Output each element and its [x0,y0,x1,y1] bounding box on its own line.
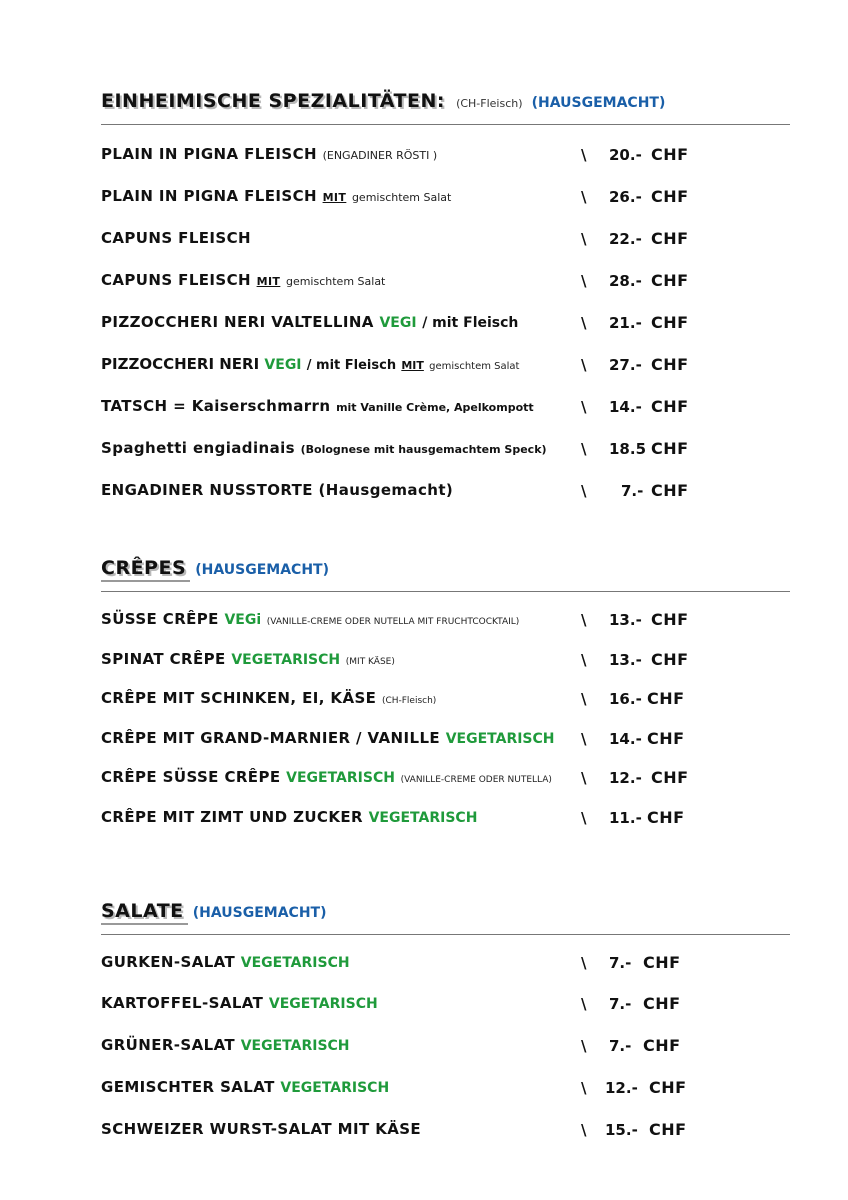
price-amount: 22.- [609,230,642,248]
currency: CHF [651,229,689,248]
item-price [581,1120,687,1139]
item-price [581,355,689,374]
item-name: PLAIN IN PIGNA FLEISCH [101,145,317,163]
currency: CHF [647,729,685,748]
currency: CHF [651,313,689,332]
menu-item [101,187,790,211]
separator: \ [581,995,587,1013]
item-mit: MIT [401,359,424,372]
menu-item [101,1120,790,1144]
currency: CHF [651,145,689,164]
item-price [581,610,689,629]
item-description: (Bolognese mit hausgemachtem Speck) [300,443,547,456]
menu-item [101,271,790,295]
menu-item [101,313,790,337]
item-price [581,187,689,206]
price-amount: 11.- [609,809,642,827]
item-option: / mit Fleisch [306,358,397,373]
menu-item [101,229,790,253]
item-name: SCHWEIZER WURST-SALAT MIT KÄSE [101,1120,422,1138]
item-name: ENGADINER NUSSTORTE (Hausgemacht) [101,481,454,499]
vegi-label: VEGETARISCH [240,1038,350,1054]
price-amount: 18.5 [609,440,647,458]
menu-item [101,650,790,674]
item-name: GURKEN-SALAT [101,953,236,971]
vegi-label: VEGETARISCH [268,996,378,1012]
item-note: gemischtem Salat [351,191,452,204]
currency: CHF [651,650,689,669]
separator: \ [581,482,587,500]
price-amount: 21.- [609,314,642,332]
separator: \ [581,690,587,708]
currency: CHF [649,1120,687,1139]
section-title: SALATE [101,900,184,922]
section-note: (CH-Fleisch) [456,97,523,110]
item-price [581,1078,687,1097]
price-amount: 26.- [609,188,642,206]
item-name: CRÊPE MIT SCHINKEN, EI, KÄSE [101,689,377,707]
menu-item [101,729,790,753]
item-name: TATSCH = Kaiserschmarrn [101,397,331,415]
item-note: (MIT KÄSE) [345,657,395,667]
item-option: / mit Fleisch [422,315,519,331]
item-name: GRÜNER-SALAT [101,1036,236,1054]
item-name: Spaghetti engiadinais [101,439,295,457]
divider [101,591,790,592]
vegi-label: VEGETARISCH [286,770,395,786]
separator: \ [581,1121,587,1139]
item-name: PLAIN IN PIGNA FLEISCH [101,187,317,205]
separator: \ [581,314,587,332]
item-note: (CH-Fleisch) [381,696,437,706]
separator: \ [581,230,587,248]
section-heading [101,557,790,585]
menu-item [101,953,790,977]
price-amount: 15.- [605,1121,638,1139]
separator: \ [581,440,587,458]
separator: \ [581,954,587,972]
currency: CHF [651,610,689,629]
item-price [581,229,689,248]
item-name: CRÊPE SÜSSE CRÊPE [101,768,281,786]
currency: CHF [651,271,689,290]
divider [101,124,790,125]
separator: \ [581,809,587,827]
menu-item [101,610,790,634]
price-amount: 16.- [609,690,642,708]
menu-item [101,994,790,1018]
item-price [581,397,689,416]
item-price [581,481,689,500]
price-amount: 7.- [621,482,644,500]
price-amount: 7.- [609,954,632,972]
item-mit: MIT [322,191,347,204]
price-amount: 14.- [609,398,642,416]
price-amount: 14.- [609,730,642,748]
section-tag: (HAUSGEMACHT) [195,562,329,578]
price-amount: 13.- [609,611,642,629]
item-note: gemischtem Salat [429,361,520,372]
item-mit: MIT [256,275,281,288]
item-price [581,808,685,827]
item-note: gemischtem Salat [285,275,386,288]
item-name: PIZZOCCHERI NERI [101,355,260,373]
menu-item [101,1036,790,1060]
item-price [581,689,685,708]
separator: \ [581,1079,587,1097]
menu-item [101,768,790,792]
item-name: CAPUNS FLEISCH [101,229,251,247]
item-name: CRÊPE MIT GRAND-MARNIER / VANILLE [101,729,441,747]
currency: CHF [649,1078,687,1097]
currency: CHF [651,187,689,206]
item-name: SPINAT CRÊPE [101,650,226,668]
price-amount: 13.- [609,651,642,669]
item-name: KARTOFFEL-SALAT [101,994,264,1012]
price-amount: 12.- [605,1079,638,1097]
vegi-label: VEGETARISCH [240,955,350,971]
menu-item [101,355,790,379]
item-price [581,768,689,787]
menu-item [101,397,790,421]
item-price [581,994,681,1013]
separator: \ [581,651,587,669]
menu-item [101,1078,790,1102]
vegi-label: VEGETARISCH [231,652,341,668]
item-price [581,953,681,972]
price-amount: 20.- [609,146,642,164]
vegi-label: VEGI [264,357,302,373]
currency: CHF [651,481,689,500]
currency: CHF [651,355,689,374]
currency: CHF [651,768,689,787]
item-name: CAPUNS FLEISCH [101,271,251,289]
menu-item [101,481,790,505]
item-price [581,729,685,748]
currency: CHF [647,689,685,708]
vegi-label: VEGETARISCH [368,810,478,826]
currency: CHF [643,1036,681,1055]
item-note: (ENGADINER RÖSTI ) [322,149,438,162]
separator: \ [581,1037,587,1055]
item-price [581,145,689,164]
price-amount: 27.- [609,356,642,374]
price-amount: 12.- [609,769,642,787]
item-price [581,439,689,458]
vegi-label: VEGETARISCH [280,1080,390,1096]
price-amount: 7.- [609,1037,632,1055]
separator: \ [581,146,587,164]
vegi-label: VEGETARISCH [445,731,555,747]
item-note: (VANILLE-CREME ODER NUTELLA MIT FRUCHTCOCKTAIL) [266,617,520,627]
section-tag: (HAUSGEMACHT) [192,905,327,921]
item-name: SÜSSE CRÊPE [101,610,219,628]
separator: \ [581,398,587,416]
item-price [581,313,689,332]
item-price [581,1036,681,1055]
currency: CHF [643,953,681,972]
separator: \ [581,272,587,290]
item-name: CRÊPE MIT ZIMT UND ZUCKER [101,808,363,826]
currency: CHF [643,994,681,1013]
section-title: EINHEIMISCHE SPEZIALITÄTEN: [101,90,445,112]
currency: CHF [647,808,685,827]
item-note: (VANILLE-CREME ODER NUTELLA) [400,775,552,785]
price-amount: 7.- [609,995,632,1013]
vegi-label: VEGi [224,612,262,628]
item-price [581,650,689,669]
menu-item [101,808,790,832]
section-heading [101,90,790,118]
vegi-label: VEGI [379,315,417,331]
separator: \ [581,356,587,374]
divider [101,934,790,935]
section-salads [101,900,790,1139]
item-description: mit Vanille Crème, Apelkompott [336,401,534,414]
section-crepes [101,557,790,827]
separator: \ [581,188,587,206]
section-heading [101,900,790,928]
separator: \ [581,769,587,787]
item-name: PIZZOCCHERI NERI VALTELLINA [101,313,374,331]
section-tag: (HAUSGEMACHT) [531,95,666,111]
section-title: CRÊPES [101,557,186,579]
section-specialties [101,90,790,500]
menu-item [101,439,790,463]
currency: CHF [651,439,689,458]
item-name: GEMISCHTER SALAT [101,1078,275,1096]
separator: \ [581,611,587,629]
separator: \ [581,730,587,748]
item-price [581,271,689,290]
menu-item [101,689,790,713]
currency: CHF [651,397,689,416]
menu-item [101,145,790,169]
price-amount: 28.- [609,272,642,290]
